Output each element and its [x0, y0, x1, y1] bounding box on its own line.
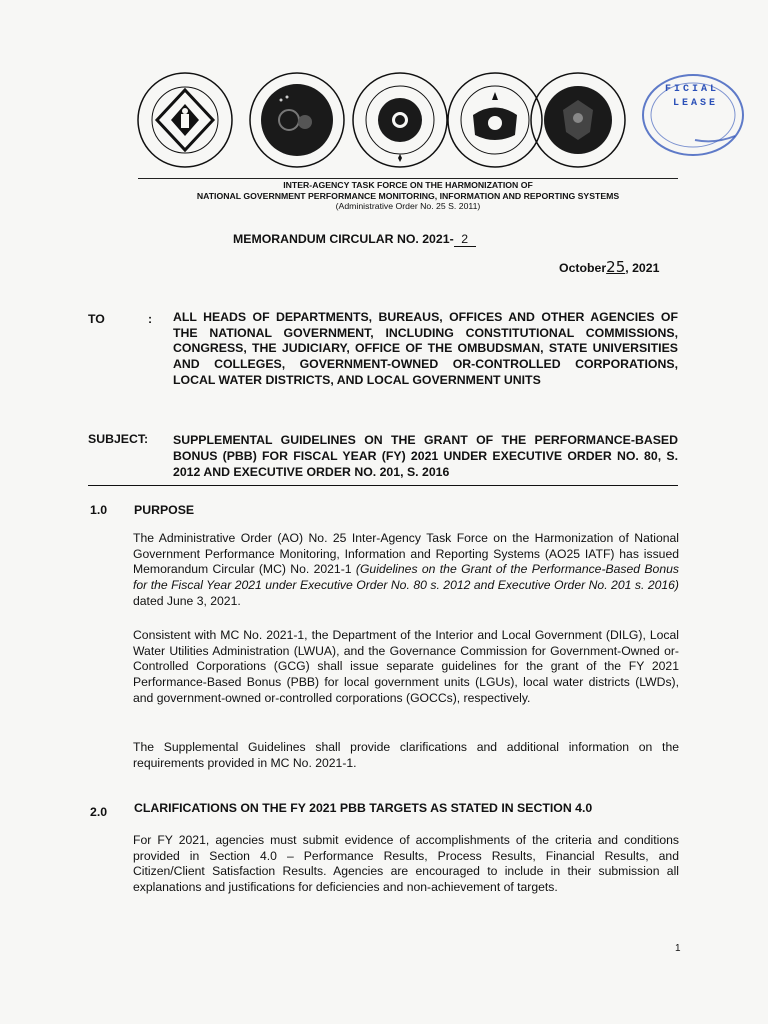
- p1-start: The Administrative Order (AO) No. 25 Inter-Agency Task Force on the Harmonization of National Government Performance Monitoring, Information and Reporting Systems (AO25 IATF) has issued Memorandum Circular (MC) No. 2021-1: [133, 531, 679, 577]
- section-1-paragraph-2: Consistent with MC No. 2021-1, the Department of the Interior and Local Government (DILG), Local Water Utilities Administration (LWUA), and the Governance Commission for Government-Owned or-Controlled Corporations (GCG) shall issue separate guidelines for the grant of the FY 2021 Performance-Based Bonus (PBB) for local government units (LGUs), local water districts (LWDs), and government-owned or-controlled corporations (GOCCs), respectively.: [133, 628, 679, 705]
- p1-end: dated June 3, 2021.: [133, 593, 241, 608]
- taskforce-header: [100, 180, 716, 212]
- taskforce-line-2: NATIONAL GOVERNMENT PERFORMANCE MONITORING, INFORMATION AND REPORTING SYSTEMS: [196, 190, 620, 201]
- taskforce-line-1: INTER-AGENCY TASK FORCE ON THE HARMONIZATION OF: [283, 180, 533, 190]
- section-1-paragraph-3: The Supplemental Guidelines shall provide clarifications and additional information on the requirements provided in MC No. 2021-1.: [133, 740, 679, 770]
- release-stamp: [635, 70, 745, 160]
- to-colon: :: [148, 312, 153, 326]
- taskforce-line-3: (Administrative Order No. 25 S. 2011): [335, 201, 481, 211]
- anti-red-tape-seal-icon: [135, 70, 235, 170]
- budget-management-seal-icon: [247, 70, 347, 170]
- p1-italic: (Guidelines on the Grant of the Performance-Based Bonus for the Fiscal Year 2021 under Executive Order No. 80 s. 2012 and Executive Order No. 201 s. 2016): [133, 562, 679, 593]
- page-number: 1: [675, 943, 681, 954]
- office-of-the-president-seal-icon: [350, 70, 450, 170]
- subject-text: SUPPLEMENTAL GUIDELINES ON THE GRANT OF THE PERFORMANCE-BASED BONUS (PBB) FOR FISCAL YEAR (FY) 2021 UNDER EXECUTIVE ORDER NO. 80, S. 2012 AND EXECUTIVE ORDER NO. 201, S. 2016: [173, 433, 678, 479]
- to-label: TO: [88, 312, 105, 326]
- to-recipients: ALL HEADS OF DEPARTMENTS, BUREAUS, OFFICES AND OTHER AGENCIES OF THE NATIONAL GOVERNMENT, INCLUDING CONSTITUTIONAL COMMISSIONS, CONGRESS, THE JUDICIARY, OFFICE OF THE OMBUDSMAN, STATE UNIVERSITIES AND COLLEGES, GOVERNMENT-OWNED OR-CONTROLLED CORPORATIONS, LOCAL WATER DISTRICTS, AND LOCAL GOVERNMENT UNITS: [173, 310, 678, 387]
- memo-date: [559, 258, 659, 276]
- subject-divider: [88, 485, 678, 486]
- section-1-title: PURPOSE: [134, 503, 195, 517]
- presidential-management-staff-seal-icon: [528, 70, 628, 170]
- section-2-title: CLARIFICATIONS ON THE FY 2021 PBB TARGETS AS STATED IN SECTION 4.0: [134, 801, 593, 815]
- section-2-number: 2.0: [90, 805, 108, 819]
- section-2-paragraph-1: For FY 2021, agencies must submit evidence of accomplishments of the criteria and conditions provided in Section 4.0 – Performance Results, Process Results, Financial Results, and Citizen/Client Satisfaction Results. Agencies are encouraged to include in their submission all explanations and justifications for deficiencies and non-achievement of targets.: [133, 833, 679, 895]
- section-1-number: 1.0: [90, 503, 108, 517]
- memo-circular-number: [233, 232, 476, 247]
- date-day: 25: [606, 258, 626, 276]
- memo-number: 2: [454, 232, 476, 247]
- date-year: , 2021: [625, 261, 660, 275]
- header-seals: [135, 70, 720, 182]
- header-divider: [138, 178, 678, 179]
- date-month: October: [559, 261, 607, 275]
- memo-title: MEMORANDUM CIRCULAR NO. 2021-: [233, 232, 454, 246]
- stamp-line-2: LEASE: [673, 98, 719, 109]
- subject-label: SUBJECT:: [88, 432, 149, 446]
- stamp-line-1: FICIAL: [665, 84, 720, 95]
- section-1-paragraph-1: [133, 531, 679, 610]
